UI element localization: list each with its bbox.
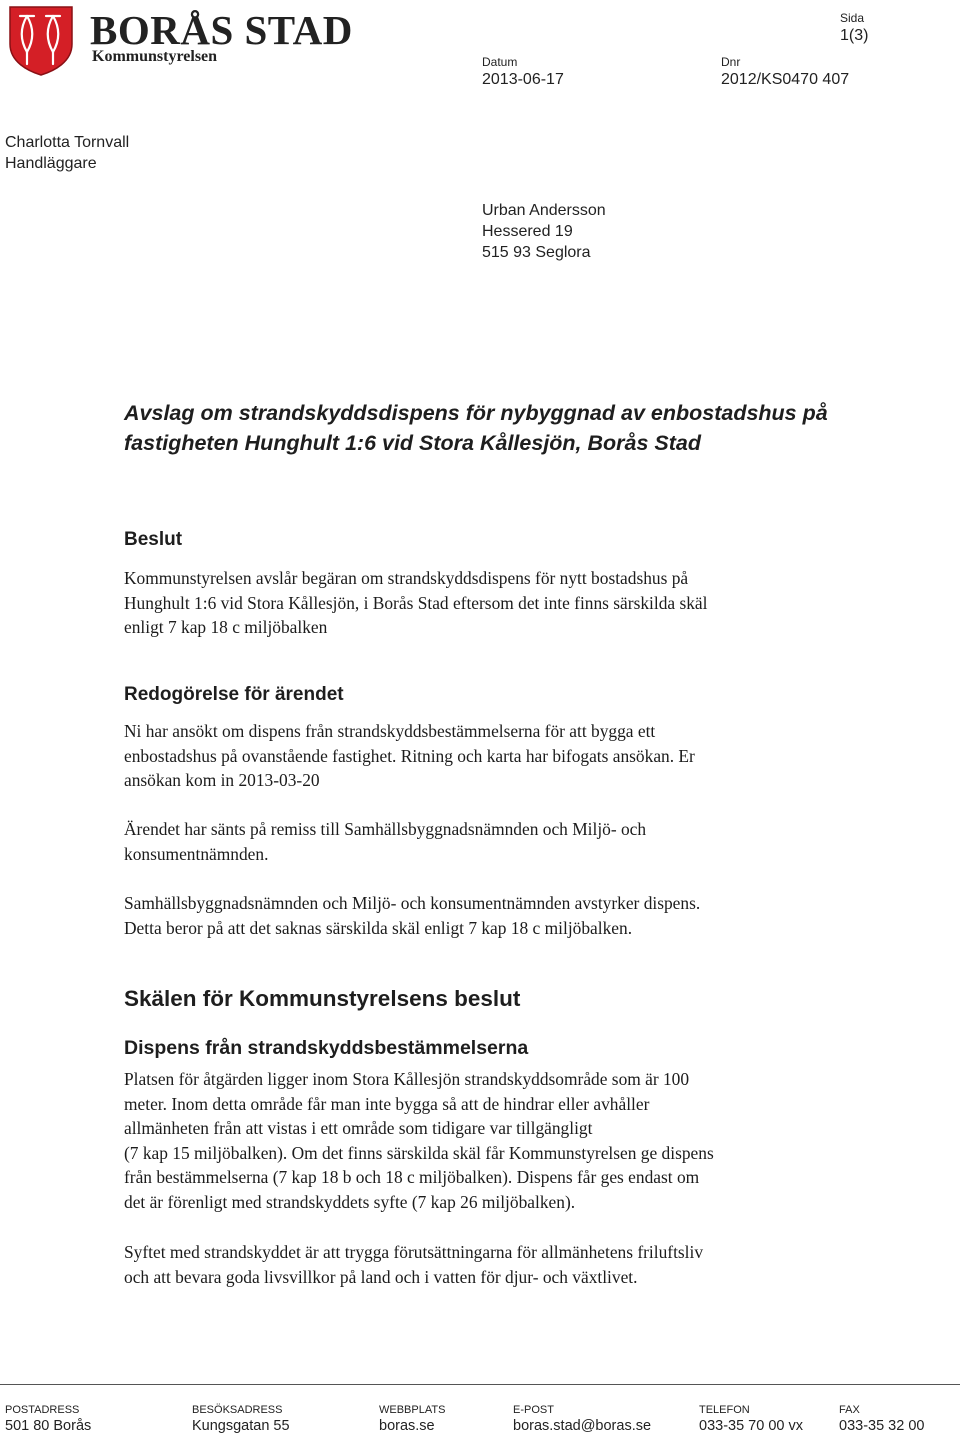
- beslut-heading: Beslut: [124, 529, 183, 550]
- text-line: konsumentnämnden.: [124, 843, 269, 864]
- text-line: allmänheten från att vistas i ett område som tidigare var tillgängligt: [124, 1118, 593, 1138]
- text-line: Kommunstyrelsen avslår begäran om strandskyddsdispens för nytt bostadshus på: [124, 568, 689, 588]
- text-line: Ni har ansökt om dispens från strandskyddsbestämmelserna för att bygga ett: [124, 721, 656, 741]
- footer-fax-value: 033-35 32 00: [839, 1418, 925, 1434]
- footer-epost-link[interactable]: boras.stad@boras.se: [513, 1418, 652, 1434]
- skalen-heading: Skälen för Kommunstyrelsens beslut: [124, 986, 521, 1011]
- beslut-paragraph: [124, 566, 839, 640]
- footer-postadress-value: 501 80 Borås: [5, 1418, 92, 1434]
- text-line: meter. Inom detta område får man inte bygga så att de hindrar eller avhåller: [124, 1093, 650, 1114]
- document-title: Avslag om strandskyddsdispens för nybyggnad av enbostadshus på fastigheten Hunghult 1:6 vid Stora Kållesjön, Borås Stad: [124, 401, 828, 455]
- dnr-value: 2012/KS0470 407: [721, 71, 850, 88]
- footer-divider: [0, 1384, 960, 1385]
- footer-epost-label: E-POST: [513, 1404, 554, 1416]
- text-line: Samhällsbyggnadsnämnden och Miljö- och konsumentnämnden avstyrker dispens.: [124, 893, 701, 913]
- redogorelse-paragraph-1: [124, 719, 839, 793]
- footer-webbplats-link[interactable]: boras.se: [379, 1418, 435, 1434]
- text-line: och att bevara goda livsvillkor på land och i vatten för djur- och växtlivet.: [124, 1266, 638, 1287]
- skalen-subheading: Dispens från strandskyddsbestämmelserna: [124, 1037, 529, 1059]
- footer-webbplats-label: WEBBPLATS: [379, 1404, 446, 1416]
- recipient-name: Urban Andersson: [482, 202, 606, 219]
- footer-telefon-value: 033-35 70 00 vx: [699, 1418, 803, 1434]
- page-number: 1(3): [840, 27, 869, 44]
- text-line: (7 kap 15 miljöbalken). Om det finns särskilda skäl får Kommunstyrelsen ge dispens: [124, 1142, 714, 1163]
- text-line: ansökan kom in 2013-03-20: [124, 770, 320, 790]
- text-line: enligt 7 kap 18 c miljöbalken: [124, 617, 328, 637]
- recipient-address: Hessered 19: [482, 223, 573, 240]
- text-line: Hunghult 1:6 vid Stora Kållesjön, i Borås Stad eftersom det inte finns särskilda skäl: [124, 592, 708, 613]
- text-line: enbostadshus på ovanstående fastighet. Ritning och karta har bifogats ansökan. Er: [124, 745, 695, 766]
- footer-besoksadress-value: Kungsgatan 55: [192, 1418, 290, 1434]
- date-label: Datum: [482, 55, 518, 69]
- brand-subtitle: Kommunstyrelsen: [92, 48, 218, 65]
- sender-name: Charlotta Tornvall: [5, 134, 130, 151]
- skalen-paragraph-1: [124, 1067, 839, 1214]
- text-line: Ärendet har sänts på remiss till Samhällsbyggnadsnämnden och Miljö- och: [124, 819, 647, 839]
- sender-role: Handläggare: [5, 155, 97, 172]
- footer-postadress-label: POSTADRESS: [5, 1404, 80, 1416]
- text-line: Detta beror på att det saknas särskilda skäl enligt 7 kap 18 c miljöbalken.: [124, 917, 633, 938]
- dnr-label: Dnr: [721, 55, 741, 69]
- recipient-block: [482, 200, 606, 263]
- text-line: det är förenligt med strandskyddets syfte (7 kap 26 miljöbalken).: [124, 1191, 576, 1212]
- brand-name: BORÅS STAD: [90, 7, 353, 53]
- coat-of-arms-icon: [6, 4, 78, 76]
- boras-stad-logo: [6, 4, 353, 76]
- footer-fax-label: FAX: [839, 1404, 860, 1416]
- recipient-postal: 515 93 Seglora: [482, 244, 591, 261]
- redogorelse-paragraph-3: [124, 891, 839, 940]
- date-value: 2013-06-17: [482, 71, 564, 88]
- footer-telefon-label: TELEFON: [699, 1404, 750, 1416]
- redogorelse-paragraph-2: [124, 817, 839, 866]
- redogorelse-heading: Redogörelse för ärendet: [124, 684, 344, 705]
- text-line: Syftet med strandskyddet är att trygga förutsättningarna för allmänhetens friluftsliv: [124, 1242, 704, 1262]
- sender-block: [5, 132, 129, 174]
- skalen-paragraph-2: [124, 1240, 839, 1289]
- text-line: från bestämmelserna (7 kap 18 b och 18 c miljöbalken). Dispens får ges endast om: [124, 1167, 700, 1187]
- page-label: Sida: [840, 11, 865, 25]
- text-line: Platsen för åtgärden ligger inom Stora Kållesjön strandskyddsområde som är 100: [124, 1069, 690, 1089]
- footer-besoksadress-label: BESÖKSADRESS: [192, 1404, 283, 1416]
